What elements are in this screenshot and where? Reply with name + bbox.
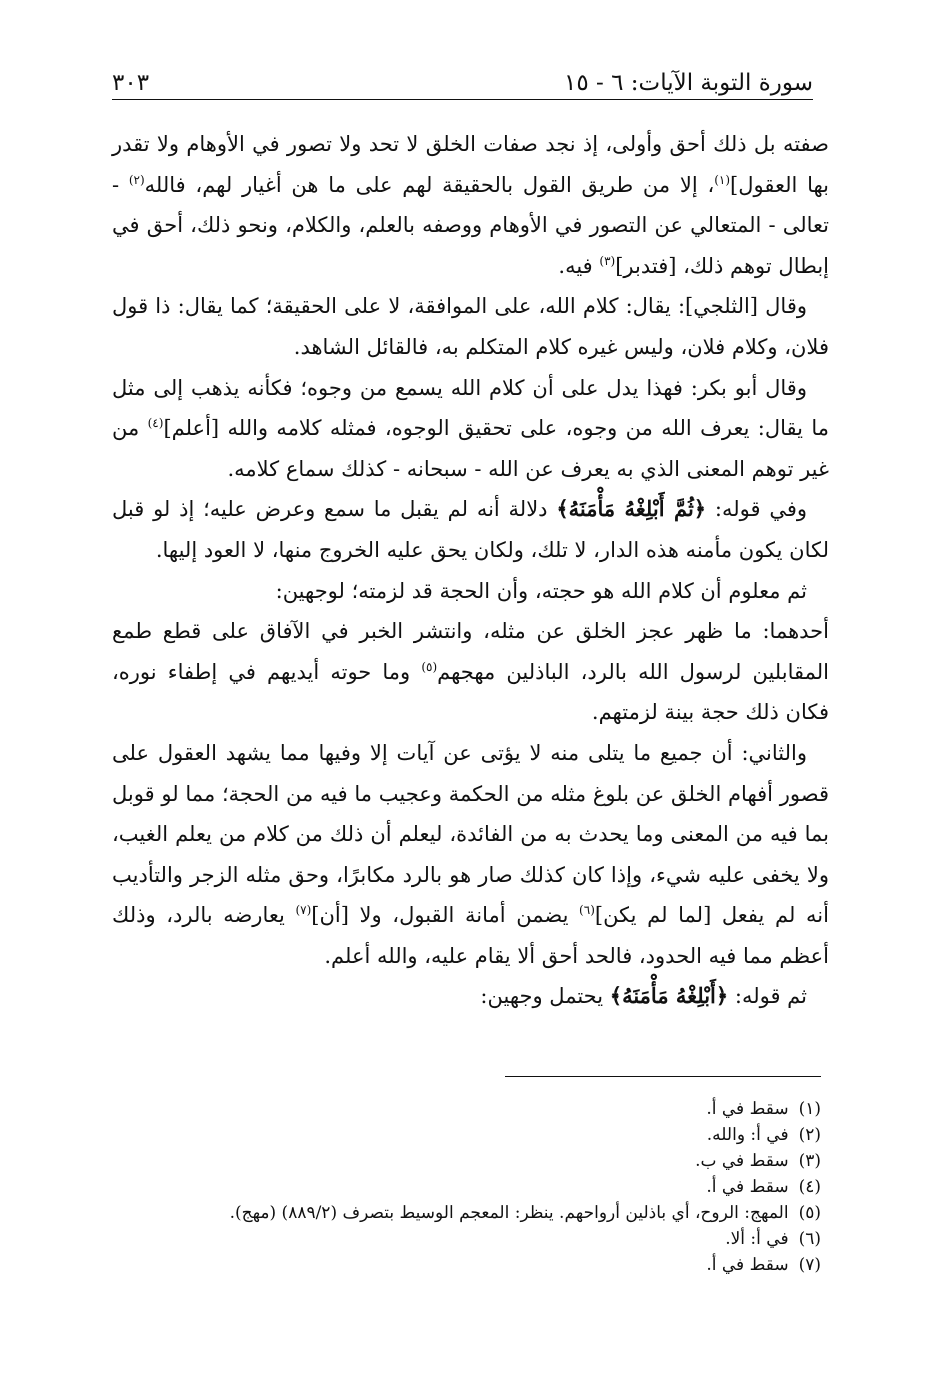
footnote-ref[interactable]: (٢) xyxy=(128,172,145,187)
paragraph: ثم معلوم أن كلام الله هو حجته، وأن الحجة قد لزمته؛ لوجهين: xyxy=(275,578,807,603)
footnote xyxy=(112,1096,821,1122)
running-header xyxy=(112,58,813,100)
paragraph: صفته بل ذلك أحق وأولى، إذ نجد صفات الخلق لا تحد ولا تصور في الأوهام ولا تقدر بها العقول]$^{(١)}$، إلا من طريق القول بالحقيقة لهم على ما هن أغيار لهم، فالله$^{(٢)}$ - تعالى - المتعالي عن التصور في الأوهام ووصفه بالعلم، والكلام، ونحو ذلك، أحق في إبطال توهم ذلك، [فتدبر]$^{(٣)}$ فيه. xyxy=(112,132,829,278)
footnote-text: سقط في أ. xyxy=(706,1099,789,1119)
footnote-number: (٣) xyxy=(798,1151,821,1171)
footnote-number: (٢) xyxy=(798,1125,821,1145)
footnote-ref[interactable]: (٧) xyxy=(295,903,312,918)
quran-quote: ﴿ثُمَّ أَبْلِغْهُ مَأْمَنَهُ﴾ xyxy=(556,496,707,522)
footnote-ref[interactable]: (٦) xyxy=(579,903,595,918)
footnote xyxy=(112,1226,821,1252)
footnote xyxy=(112,1148,821,1174)
footnote-ref[interactable]: (٥) xyxy=(421,659,438,674)
paragraph: ثم قوله: ﴿أَبْلِغْهُ مَأْمَنَهُ﴾ يحتمل وجهين: xyxy=(480,983,807,1009)
paragraph: وفي قوله: ﴿ثُمَّ أَبْلِغْهُ مَأْمَنَهُ﴾ دلالة أنه لم يقبل ما سمع وعرض عليه؛ إذ لو قبل لكان يكون مأمنه هذه الدار، لا تلك، ولكان يحق عليه الخروج منها، لا العود إليها. xyxy=(112,496,829,562)
page-number: ٣٠٣ xyxy=(112,70,150,96)
footnote-text: سقط في أ. xyxy=(706,1177,789,1197)
paragraph: والثاني: أن جميع ما يتلى منه لا يؤتى عن آيات إلا وفيها مما يشهد العقول على قصور أفهام الخلق عن بلوغ مثله من الحكمة وعجيب ما فيه من الحجة؛ مما لو قوبل بما فيه من المعنى وما يحدث به من الفائدة، ليعلم أن ذلك من كلام من يعلم الغيب، ولا يخفى عليه شيء، وإذا كان كذلك صار هو بالرد مكابرًا، وحق مثله الزجر والتأديب أنه لم يفعل [لما لم يكن]$^{(٦)}$ يضمن أمانة القبول، ولا [أن]$^{(٧)}$ يعارضه بالرد، وذلك أعظم مما فيه الحدود، فالحد أحق ألا يقام عليه، والله أعلم. xyxy=(112,740,829,968)
chapter-title: سورة التوبة الآيات: ٦ - ١٥ xyxy=(564,70,813,96)
footnote xyxy=(112,1200,821,1226)
footnote xyxy=(112,1252,821,1278)
footnote-number: (٤) xyxy=(798,1177,821,1197)
footnote-divider xyxy=(505,1076,821,1077)
footnote xyxy=(112,1174,821,1200)
footnote-number: (٥) xyxy=(798,1203,821,1223)
footnote-text: في أ: ألا. xyxy=(725,1229,789,1249)
paragraph: أحدهما: ما ظهر عجز الخلق عن مثله، وانتشر الخبر في الآفاق على قطع طمع المقابلين لرسول الله بالرد، الباذلين مهجهم$^{(٥)}$ وما حوته أيديهم في إطفاء نوره، فكان ذلك حجة بينة لزمتهم. xyxy=(112,619,830,725)
footnote xyxy=(112,1122,821,1148)
footnote-text: في أ: والله. xyxy=(706,1125,789,1145)
footnote-number: (١) xyxy=(798,1099,821,1119)
footnote-ref[interactable]: (٣) xyxy=(599,253,616,268)
footnote-text: سقط في أ. xyxy=(706,1255,789,1275)
footnote-ref[interactable]: (١) xyxy=(714,172,731,187)
footnote-ref[interactable]: (٤) xyxy=(147,416,164,431)
footnote-text: المهج: الروح، أي باذلين أرواحهم. ينظر: المعجم الوسيط بتصرف (٨٨٩/٢) (مهج). xyxy=(229,1203,789,1223)
paragraph: وقال [الثلجي]: يقال: كلام الله، على الموافقة، لا على الحقيقة؛ كما يقال: ذا قول فلان، وكلام فلان، وليس غيره كلام المتكلم به، فالقائل الشاهد. xyxy=(112,294,829,359)
quran-quote: ﴿أَبْلِغْهُ مَأْمَنَهُ﴾ xyxy=(609,983,729,1009)
footnote-number: (٦) xyxy=(798,1229,821,1249)
paragraph: وقال أبو بكر: فهذا يدل على أن كلام الله يسمع من وجوه؛ فكأنه يذهب إلى مثل ما يقال: يعرف الله من وجوه، على تحقيق الوجوه، فمثله كلامه والله [أعلم]$^{(٤)}$ من غير توهم المعنى الذي به يعرف عن الله - سبحانه - كذلك سماع كلامه. xyxy=(112,375,829,481)
main-text xyxy=(112,124,829,1017)
footnote-number: (٧) xyxy=(798,1255,821,1275)
footnote-text: سقط في ب. xyxy=(695,1151,789,1171)
footnotes-list xyxy=(112,1096,821,1278)
